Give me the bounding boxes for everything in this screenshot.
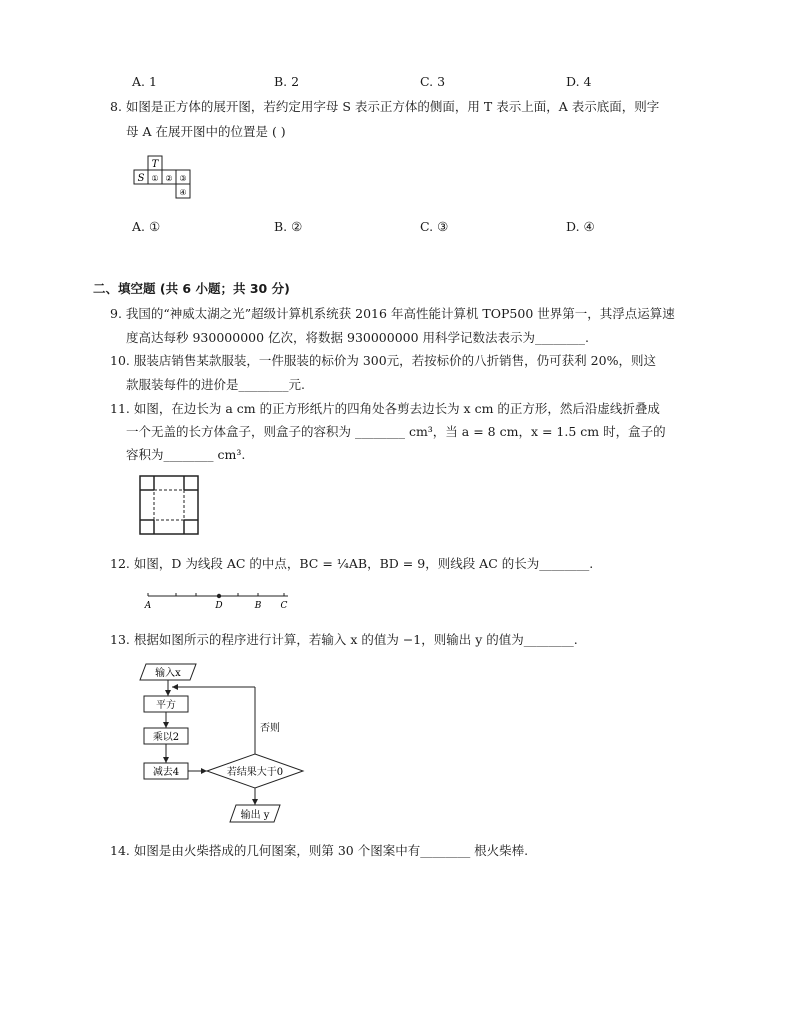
fold-lines — [154, 490, 184, 520]
net-label-1: ① — [151, 174, 159, 183]
q7-option-d[interactable]: D. 4 — [566, 74, 592, 89]
q13-flowchart — [128, 660, 318, 830]
paper-outline — [140, 476, 198, 534]
net-label-4: ④ — [179, 188, 187, 197]
q11-stem-line2: 一个无盖的长方体盒子，则盒子的容积为 ________ cm³，当 a = 8 cm，x = 1.5 cm 时，盒子的 — [126, 424, 666, 439]
flow-multiply-label: 乘以2 — [152, 732, 180, 743]
q7-options — [0, 74, 794, 90]
q9-stem-line2: 度高达每秒 930000000 亿次，将数据 930000000 用科学记数法表示为________. — [126, 330, 590, 345]
q11-paper-figure — [138, 474, 202, 538]
flow-output-label: 输出 y — [240, 810, 270, 821]
flow-condition-label: 若结果大于0 — [226, 767, 284, 778]
point-a-label: A — [144, 601, 152, 611]
net-label-3: ③ — [179, 174, 187, 183]
point-c-label: C — [280, 601, 288, 611]
q10-stem-line2: 款服装每件的进价是________元. — [126, 377, 305, 392]
q12-stem: 12. 如图，D 为线段 AC 的中点，BC = ¼AB，BD = 9，则线段 AC 的长为________. — [110, 556, 594, 571]
flow-else-label: 否则 — [260, 723, 280, 734]
q7-option-c[interactable]: C. 3 — [420, 74, 446, 89]
section2-heading: 二、填空题 (共 6 小题；共 30 分) — [93, 281, 290, 296]
cube-net-figure — [132, 154, 196, 202]
q8-stem-line1: 8. 如图是正方体的展开图，若约定用字母 S 表示正方体的侧面，用 T 表示上面，A 表示底面，则字 — [110, 99, 660, 114]
net-label-s: S — [137, 173, 145, 184]
q13-stem: 13. 根据如图所示的程序进行计算，若输入 x 的值为 −1，则输出 y 的值为________. — [110, 632, 578, 647]
q8-option-a[interactable]: A. ① — [132, 219, 161, 234]
net-label-2: ② — [165, 174, 173, 183]
q8-option-d[interactable]: D. ④ — [566, 219, 595, 234]
point-b-label: B — [254, 601, 262, 611]
q11-stem-line3: 容积为________ cm³. — [126, 447, 246, 462]
flow-square-label: 平方 — [156, 700, 176, 711]
midpoint-d — [217, 594, 221, 598]
point-d-label: D — [215, 601, 223, 611]
q7-option-a[interactable]: A. 1 — [132, 74, 157, 89]
q9-stem-line1: 9. 我国的“神威太湖之光”超级计算机系统获 2016 年高性能计算机 TOP500 世界第一，其浮点运算速 — [110, 306, 675, 321]
q10-stem-line1: 10. 服装店销售某款服装，一件服装的标价为 300元，若按标价的八折销售，仍可获利 20%，则这 — [110, 353, 656, 368]
q12-segment-figure — [140, 588, 300, 616]
q8-option-c[interactable]: C. ③ — [420, 219, 449, 234]
q7-option-b[interactable]: B. 2 — [274, 74, 300, 89]
q8-stem-line2: 母 A 在展开图中的位置是 ( ) — [126, 124, 286, 139]
net-label-t: T — [151, 159, 159, 170]
q8-option-b[interactable]: B. ② — [274, 219, 303, 234]
q14-stem: 14. 如图是由火柴搭成的几何图案，则第 30 个图案中有________ 根火柴棒. — [110, 843, 529, 858]
q8-options — [0, 219, 794, 235]
flow-input-label: 输入x — [155, 668, 181, 679]
flow-subtract-label: 减去4 — [152, 767, 180, 778]
q11-stem-line1: 11. 如图，在边长为 a cm 的正方形纸片的四角处各剪去边长为 x cm 的正方形，然后沿虚线折叠成 — [110, 401, 660, 416]
